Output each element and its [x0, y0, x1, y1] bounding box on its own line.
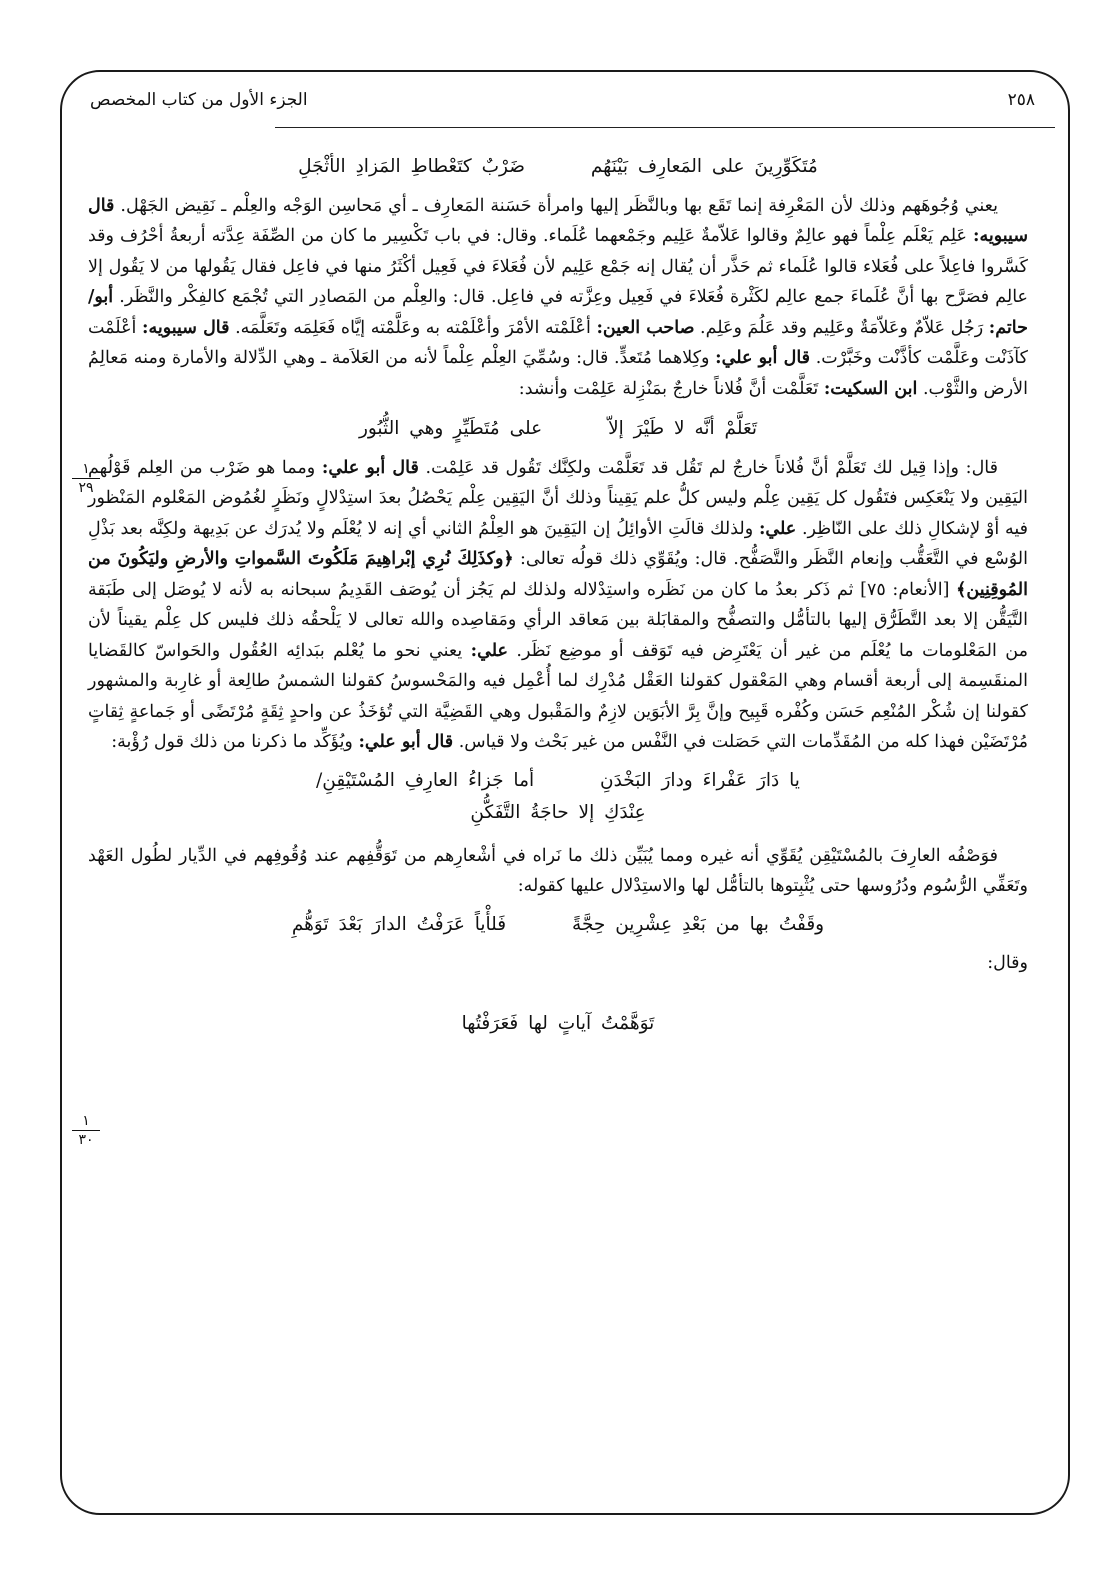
- page-number: ٢٥٨: [1007, 90, 1035, 110]
- margin-marker-30: [72, 1114, 100, 1147]
- quran-quote: ﴿وكذَلِكَ نُرِي إبْراهِيمَ مَلَكُوتَ السَّمواتِ والأرضِ وليَكُونَ من المُوقِنِين﴾: [88, 549, 1028, 600]
- verse-hemistich-right: وقَفْتُ بها من بَعْدِ عِشْرِين حِجَّةً: [572, 913, 825, 935]
- margin-marker-bottom: ٣٠: [78, 1132, 94, 1148]
- verse-hemistich-left: أما جَزاءُ العارِفِ المُسْتَيْقِنِ/: [316, 769, 535, 791]
- text-run: فوَصْفُه العارِفَ بالمُسْتَيْقِن يُقَوِّي أنه غيره ومما يُبَيِّن ذلك ما نَراه في أشْعارِهم من تَوَقُّفِهم عند وُقُوفِهم في الدِّيار لطُول العَهْد وتَعَفِّي الرُّسُوم ودُرُوسها حتى يُثْبِتوها بالتأمُّل لها والاستِدْلال عليها كقوله:: [88, 845, 1028, 896]
- text-run: أعْلَمْت كآذَنْت وعَلَّمْت كأذَّنْت وخَبَّرْت.: [88, 317, 1028, 368]
- text-run: تَعَلَّمْت أنَّ فُلاناً خارجٌ بمَنْزِلة عَلِمْت وأنشد:: [518, 378, 819, 399]
- text-run: وكِلاهما مُتَعدٍّ. قال: وسُمِّيَ العِلْم عِلْماً لأنه من العَلاَمة ـ وهي الدِّلالة والأمارة ومنه مَعالِمُ الأرض والثَّوْب.: [88, 348, 1028, 399]
- text-run: ومما هو ضَرْب من العِلم قَوْلُهم اليَقِين ولا يَنْعَكِس فتَقُول كل يَقِين عِلْم وليس كلُّ علم يَقِيناً وذلك أنَّ اليَقِين عِلْم يَحْصُلُ بعدَ استِدْلالٍ ونَظَرٍ لغُمُوض المَعْلوم المَنْظور فيه أوْ لإشكالِ ذلك على النّاظِر.: [88, 457, 1028, 539]
- text-run: ويُؤَكِّد ما ذكرنا من ذلك قول رُؤْبة:: [111, 732, 353, 752]
- citation-label: ابن السكيت:: [823, 378, 918, 399]
- verse-hemistich-left: فَلأْياً عَرَفْتُ الدارَ بَعْدَ تَوَهُّمِ: [291, 913, 507, 935]
- citation-label: قال أبو علي:: [321, 457, 419, 478]
- margin-marker-top: ١: [72, 1114, 100, 1131]
- verse-hemistich-right: مُتَكَوِّرِينَ على المَعارِف بَيْنَهُم: [590, 156, 818, 177]
- verse-hemistich-right: يا دَارَ عَفْراءَ ودارَ البَخْدَنِ: [600, 769, 800, 791]
- text-run: قال: وإذا قِيل لك تَعَلَّمْ أنَّ فُلاناً خارجٌ لم تَقُل قد تَعَلَّمْت ولكِنَّك تَقُول قد عَلِمْت.: [425, 457, 998, 478]
- text-run: يعني نحو ما يُعْلم ببَدائِه العُقُول والحَواسّ كالقَضايا المنقَسِمة إلى أربعة أقسام وهي المَعْقول كقولنا العَقْل مُدْرِك لما أُعْمِل فيه والمَحْسوسُ كقولنا الشمسُ طالِعة أو غارِبة والمشهور كقولنا إن شُكْر المُنْعِم حَسَن وكُفْره قَبِيح وإنَّ بِرَّ الأبَوَين لازِمٌ والمَقْبول وهي القَضِيَّة التي تُؤخَذُ عن واحدٍ ثِقَةٍ مُرْتَضًى أو جَماعةٍ ثِقاتٍ مُرْتَضَيْن فهذا كله من المُقَدِّمات التي حَصَلت في النَّفْس من غير بَحْث ولا قياس.: [88, 640, 1028, 752]
- citation-label: صاحب العين:: [596, 317, 695, 338]
- citation-label: علي:: [758, 518, 797, 539]
- citation-label: علي:: [470, 640, 508, 661]
- citation-label: قال سيبويه:: [88, 195, 1028, 246]
- text-run: [الأنعام: ٧٥] ثم ذَكر بعدُ ما كان من نَظَره واستِدْلاله ولذلك لم يَجُز أن يُوصَف القَدِيمُ سبحانه به لأنه لا يُوصَل إلى طَبَقة التَّيَقُّن إلا بعد التَّطَرُّق إليها بالتأمُّل والتصفُّح والمقابَلة بين مَعاقد الرأي ومَقاصِده والله تعالى لا يَلْحقُه ذلك فليس كل عِلْم يقيناً لأن من المَعْلومات ما يُعْلَم من غير أن يَعْتَرِض فيه تَوَقف أو موضِع نَظَر.: [88, 579, 1028, 661]
- text-run: رَجُل عَلاّمٌ وعَلاّمَةٌ وعَلِيم وقد عَلُمَ وعَلِم.: [700, 317, 984, 338]
- verse-hemistich-left: على مُتَطَيِّرٍ وهي الثُّبُور: [358, 418, 543, 439]
- verse-hemistich: عِنْدَكِ إلا حاجَةُ التَّفَكُّنِ: [470, 802, 646, 823]
- verse-line: [88, 152, 1028, 183]
- verse-hemistich: تَوَهَّمْتُ آياتٍ لها فَعَرَفْتُها: [461, 1012, 655, 1034]
- margin-marker-top: ١: [72, 462, 100, 479]
- verse-hemistich-left: ضَرْبٌ كتَعْطاطِ المَزادِ الأثْجَلِ: [298, 156, 525, 177]
- header-rule: [275, 127, 1055, 128]
- citation-label: قال أبو علي:: [715, 348, 811, 368]
- paragraph: [88, 191, 1028, 405]
- verse-hemistich-right: تَعَلَّمْ أنَّه لا طَيْرَ إلاّ: [608, 418, 758, 439]
- page-body: [88, 150, 1028, 1047]
- verse-line: [88, 910, 1028, 941]
- verse-line: [88, 766, 1028, 797]
- citation-label: قال سيبويه:: [141, 317, 230, 338]
- citation-label: قال أبو علي:: [358, 732, 454, 752]
- verse-line: [88, 1009, 1028, 1040]
- running-title: الجزء الأول من كتاب المخصص: [90, 90, 308, 110]
- text-run: أعْلَمْته الأمْرَ وأعْلَمْته به وعَلَّمْته إيَّاه فَعَلِمَه وتَعَلَّمَه.: [235, 317, 591, 338]
- verse-line: [88, 414, 1028, 445]
- paragraph: [88, 841, 1028, 902]
- paragraph-short: [88, 948, 1028, 979]
- paragraph: [88, 453, 1028, 758]
- text-run: يعني وُجُوهَهم وذلك لأن المَعْرِفة إنما تَقَع بها وبالنَّظَر إليها وامرأة حَسَنة المَعارِف ـ أي مَحاسِن الوَجْه والعِلْم ـ نَقِيض الجَهْل.: [120, 195, 998, 216]
- verse-line-continuation: [88, 798, 1028, 829]
- text-run: ولذلك قالَتِ الأوائِلُ إن اليَقِينَ هو العِلْمُ الثاني أي إنه لا يُعْلَم ولا يُدرَك عن بَدِيهة ولكِنَّه بعد بَذْلِ الوُسْع في التَّعَقُّب وإنعام النَّظَر والتَّصَفُّح. قال: ويُقَوِّي ذلك قولُه تعالى:: [88, 518, 1028, 569]
- citation-label: أبو/ حاتم:: [88, 287, 1028, 338]
- margin-marker-bottom: ٢٩: [78, 480, 94, 496]
- page-header: [90, 90, 1035, 120]
- text-run: وقال:: [987, 953, 1028, 973]
- text-run: عَلِم يَعْلَم عِلْماً فهو عالِمٌ وقالوا عَلاّمةٌ عَلِيم وجَمْعهما عُلَماء. وقال: في باب تَكْسِير ما كان من الصِّفَة عِدَّته أربعةُ أحْرُف وقد كَسَّروا فاعِلاً على فُعَلاء قالوا عُلَماء ثم حَذَّر أن يُقال إنه جَمْع عَلِيم لأن فُعَلاءَ في فَعِيل أكْثَرُ منها في فاعِل فقال يَقُولها من لا يَقُول إلا عالِم فصَرَّح بها أنَّ عُلَماءَ جمع عالِم لكَثْرة فُعَلاءَ في فَعِيل وعِزَّته في فاعِل. قال: والعِلْم من المَصادِر التي تُجْمَع كالفِكْر والنَّظَر.: [88, 226, 1028, 307]
